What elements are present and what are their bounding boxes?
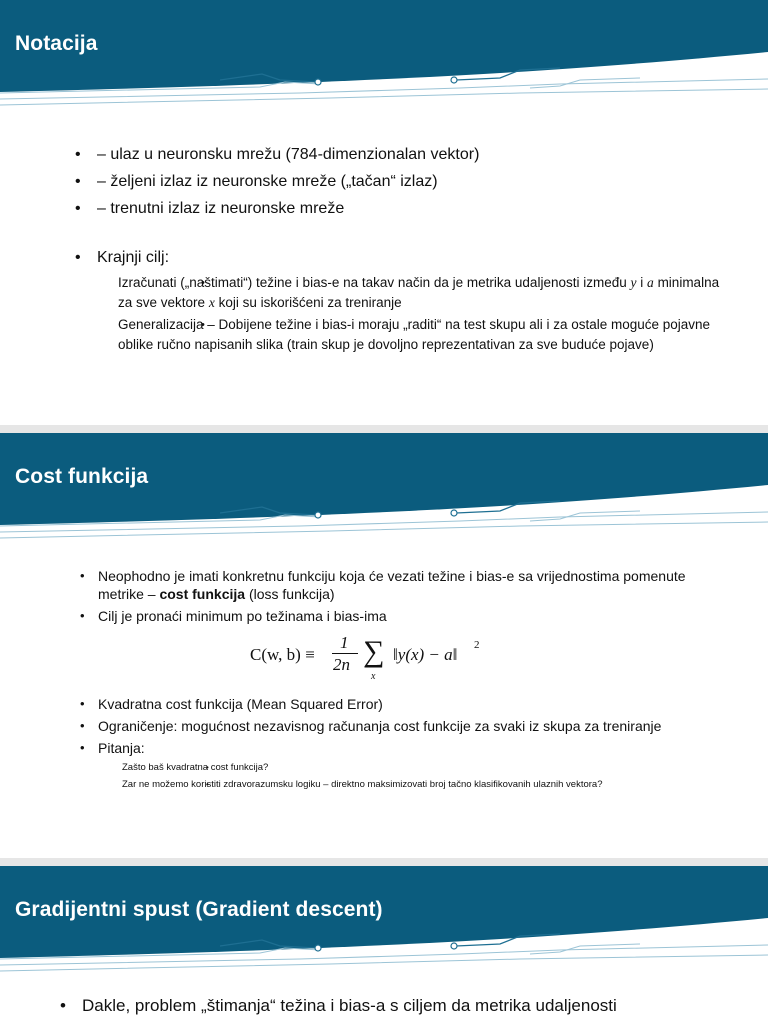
- bullet-input: • – ulaz u neuronsku mrežu (784-dimenzionalan vektor): [0, 141, 768, 168]
- var-a: a: [647, 275, 654, 290]
- slide-cost-funkcija: [0, 433, 768, 858]
- calc-text-a: Izračunati („naštimati“) težine i bias-e na takav način da je metrika udaljenosti između: [118, 275, 627, 290]
- cost-bold: cost funkcija: [159, 586, 246, 602]
- bullet-desired-output: • – željeni izlaz iz neuronske mreže („tačan“ izlaz): [0, 168, 768, 195]
- calc-text-b: minimalna za sve vektore: [118, 275, 720, 310]
- slide-body: [0, 994, 768, 1018]
- slide-gradijentni-spust: [0, 866, 768, 1024]
- bullet-questions: [0, 739, 768, 792]
- bullet-mse: • Kvadratna cost funkcija (Mean Squared Error): [0, 695, 768, 713]
- questions-label: Pitanja:: [98, 740, 145, 756]
- formula-num: 1: [340, 633, 349, 652]
- formula-den: 2n: [333, 655, 350, 674]
- formula-exp: 2: [474, 639, 480, 651]
- question-1: • Zašto baš kvadratna cost funkcija?: [98, 760, 708, 775]
- slide-body: [0, 567, 768, 629]
- slide-title: Cost funkcija: [15, 465, 149, 488]
- sub-bullet-generalization: • Generalizacija – Dobijene težine i bias-i moraju „raditi“ na test skupu ali i za ostale moguće pojavne oblike ručno napisanih slika (train skup je dovoljno reprezentativan za sve buduće pojave): [97, 315, 768, 355]
- formula-body: ‖y(x) − a‖: [393, 645, 458, 664]
- title-banner: [0, 433, 768, 553]
- calc-text-c: koji su iskorišćeni za treniranje: [218, 295, 402, 310]
- bullet-current-output: • – trenutni izlaz iz neuronske mreže: [0, 195, 768, 222]
- slide-notacija: [0, 0, 768, 425]
- bullet-limitation: • Ograničenje: mogućnost nezavisnog računanja cost funkcije za svaki iz skupa za treniranje: [0, 717, 768, 735]
- slide-title: Gradijentni spust (Gradient descent): [15, 898, 383, 921]
- cost-text-a: Neophodno je imati konkretnu funkciju koja će vezati težine i bias-e sa vrijednostima pomenute metrike –: [98, 568, 686, 602]
- formula-sub: x: [371, 671, 376, 682]
- calc-text-i: i: [640, 275, 644, 290]
- title-banner: [0, 0, 768, 120]
- var-x: x: [208, 295, 215, 310]
- sub-bullet-calculate: [97, 273, 768, 313]
- formula-lhs: C(w, b) ≡: [250, 645, 315, 664]
- question-2: • Zar ne možemo koristiti zdravorazumsku logiku – direktno maksimizovati broj tačno klasifikovanih ulaznih vektora?: [98, 777, 708, 792]
- cost-text-b: (loss funkcija): [248, 586, 335, 602]
- formula-sum: ∑: [363, 635, 385, 668]
- bullet-goal: [0, 244, 768, 355]
- bullet-minimum: • Cilj je pronaći minimum po težinama i bias-ima: [0, 607, 768, 625]
- bullet-cost-def: [0, 567, 768, 603]
- goal-label: Krajnji cilj:: [97, 249, 170, 266]
- slide-body: [0, 141, 768, 355]
- title-banner: [0, 866, 768, 986]
- bullet-tuning: • Dakle, problem „štimanja“ težina i bias-a s ciljem da metrika udaljenosti: [0, 994, 768, 1018]
- slide-title: Notacija: [15, 32, 98, 55]
- slide-body-continued: [0, 695, 768, 796]
- var-y: y: [630, 275, 637, 290]
- cost-formula: [250, 633, 490, 683]
